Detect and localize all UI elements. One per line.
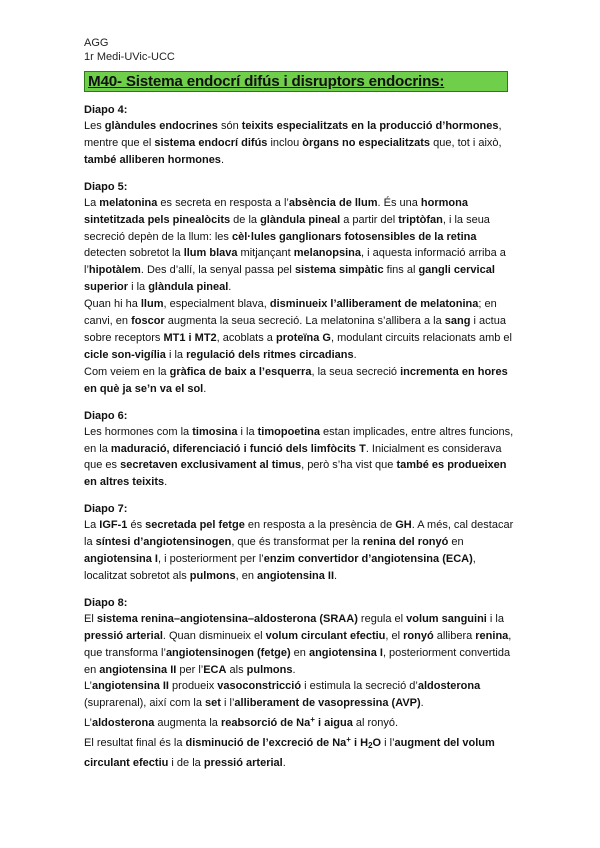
- paragraph: Quan hi ha llum, especialment blava, disminueix l’alliberament de melatonina; en canvi, en foscor augmenta la seua secreció. La melatonina s’allibera a la sang i actua sobre receptors MT1 i MT2, acoblats a proteïna G, modulant circuits relacionats amb el cicle son-vigília i la regulació dels ritmes circadians.: [84, 298, 512, 361]
- author-label: AGG: [84, 37, 109, 49]
- section-diapo-6: [84, 408, 514, 492]
- paragraph: La melatonina es secreta en resposta a l’absència de llum. És una hormona sintetitzada pels pinealòcits de la glàndula pineal a partir del triptòfan, i la seua secreció depèn de la llum: les cèl·lules ganglionars fotosensibles de la retina detecten sobretot la llum blava mitjançant melanopsina, i aquesta informació arriba a l’hipotàlem. Des d’allí, la senyal passa pel sistema simpàtic fins al gangli cervical superior i la glàndula pineal.: [84, 196, 506, 294]
- paragraph: La IGF-1 és secretada pel fetge en resposta a la presència de GH. A més, cal destacar la síntesi d’angiotensinogen, que és transformat per la renina del ronyó en angiotensina I, i posteriorment per l’enzim convertidor d’angiotensina (ECA), localitzat sobretot als pulmons, en angiotensina II.: [84, 519, 514, 582]
- course-label: 1r Medi-UVic-UCC: [84, 51, 175, 63]
- section-diapo-5: [84, 179, 514, 398]
- section-heading: Diapo 7:: [84, 503, 128, 516]
- section-diapo-8: [84, 595, 514, 772]
- paragraph: El resultat final és la disminució de l’excreció de Na+ i $H_2O$ i l’augment del volum circulant efectiu i de la pressió arterial.: [84, 735, 495, 770]
- title-banner: [84, 71, 508, 92]
- section-heading: Diapo 5:: [84, 180, 128, 193]
- section-heading: Diapo 4:: [84, 104, 128, 116]
- paragraph: L’aldosterona augmenta la reabsorció de Na+ i aigua al ronyó.: [84, 715, 399, 730]
- document-page: [84, 36, 514, 772]
- section-heading: Diapo 6:: [84, 409, 128, 422]
- paragraph: Les hormones com la timosina i la timopoetina estan implicades, entre altres funcions, en la maduració, diferenciació i funció dels limfòcits T. Inicialment es considerava que es secretaven exclusivament al timus, però s’ha vist que també es produeixen en altres teixits.: [84, 425, 514, 489]
- section-diapo-7: [84, 501, 514, 585]
- section-diapo-4: [84, 102, 514, 169]
- paragraph: L’angiotensina II produeix vasoconstricció i estimula la secreció d’aldosterona (suprarenal), així com la set i l’alliberament de vasopressina (AVP).: [84, 680, 481, 710]
- paragraph: Les glàndules endocrines són teixits especialitzats en la producció d’hormones, mentre que el sistema endocrí difús inclou òrgans no especialitzats que, tot i això, també alliberen hormones.: [84, 120, 502, 166]
- paragraph: Com veiem en la gràfica de baix a l’esquerra, la seua secreció incrementa en hores en què ja se’n va el sol.: [84, 365, 508, 395]
- page-title: M40- Sistema endocrí difús i disruptors endocrins:: [88, 73, 445, 90]
- paragraph: El sistema renina–angiotensina–aldosterona (SRAA) regula el volum sanguini i la pressió arterial. Quan disminueix el volum circulant efectiu, el ronyó allibera renina, que transforma l’angiotensinogen (fetge) en angiotensina I, posteriorment convertida en angiotensina II per l’ECA als pulmons.: [84, 612, 512, 676]
- section-heading: Diapo 8:: [84, 596, 128, 609]
